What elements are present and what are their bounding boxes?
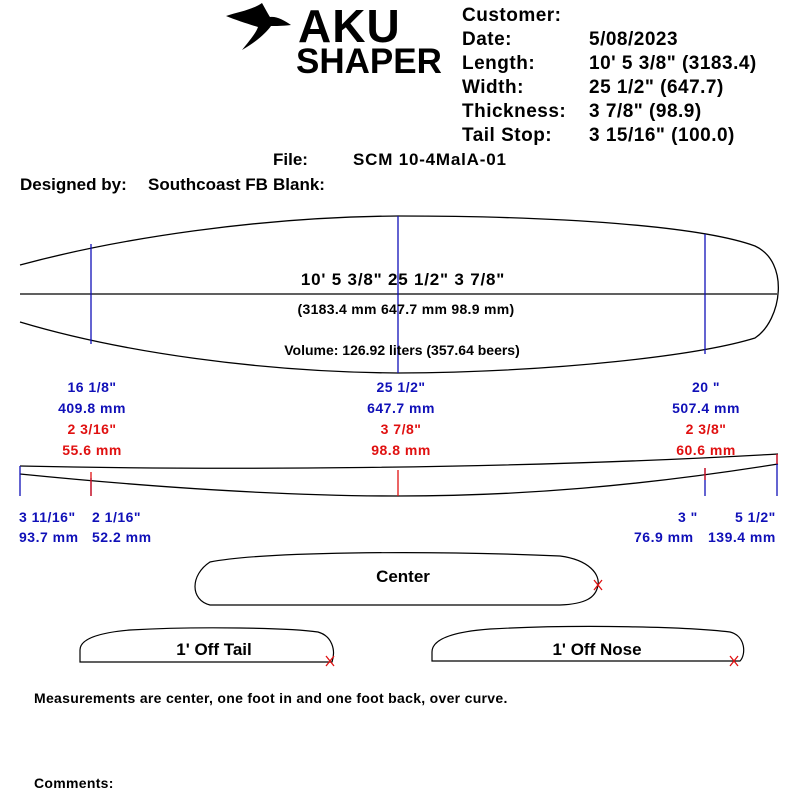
width-center-imperial: 25 1/2" xyxy=(376,379,426,395)
spec-value-length: 10' 5 3/8" (3183.4) xyxy=(589,53,757,74)
logo-text-aku: AKU xyxy=(298,0,401,52)
spec-value-date: 5/08/2023 xyxy=(589,29,679,50)
volume-label: Volume: 126.92 liters (357.64 beers) xyxy=(284,342,520,358)
rocker-tail-metric: 93.7 mm xyxy=(19,529,79,545)
thickness-tail-imperial: 2 3/16" xyxy=(67,421,117,437)
rocker-nose-metric: 139.4 mm xyxy=(708,529,776,545)
spec-label-width: Width: xyxy=(462,77,524,98)
comments-label: Comments: xyxy=(34,775,114,791)
rocker-tail-1ft-imperial: 2 1/16" xyxy=(92,509,142,525)
width-tail-imperial: 16 1/8" xyxy=(67,379,117,395)
spec-label-thickness: Thickness: xyxy=(462,101,567,122)
spec-label-length: Length: xyxy=(462,53,536,74)
file-value: SCM 10-4MalA-01 xyxy=(353,150,507,169)
designed-by-value: Southcoast FB xyxy=(148,175,268,194)
designed-by-label: Designed by: xyxy=(20,175,127,194)
spec-value-width: 25 1/2" (647.7) xyxy=(589,77,724,98)
thickness-tail-metric: 55.6 mm xyxy=(62,442,122,458)
rocker-nose-1ft-metric: 76.9 mm xyxy=(634,529,694,545)
width-nose-metric: 507.4 mm xyxy=(672,400,740,416)
thickness-nose-metric: 60.6 mm xyxy=(676,442,736,458)
section-off-tail-label: 1' Off Tail xyxy=(176,640,252,659)
section-off-nose-label: 1' Off Nose xyxy=(552,640,642,659)
section-center-label: Center xyxy=(376,567,430,586)
thickness-center-imperial: 3 7/8" xyxy=(380,421,422,437)
file-label: File: xyxy=(273,150,308,169)
thickness-center-metric: 98.8 mm xyxy=(371,442,431,458)
logo-text-shaper: SHAPER xyxy=(296,42,442,81)
width-center-metric: 647.7 mm xyxy=(367,400,435,416)
spec-label-date: Date: xyxy=(462,29,513,50)
rocker-nose-1ft-imperial: 3 " xyxy=(678,509,698,525)
width-tail-metric: 409.8 mm xyxy=(58,400,126,416)
dims-imperial: 10' 5 3/8" 25 1/2" 3 7/8" xyxy=(300,270,506,289)
rocker-nose-imperial: 5 1/2" xyxy=(735,509,776,525)
rocker-tail-imperial: 3 11/16" xyxy=(19,509,76,525)
thickness-nose-imperial: 2 3/8" xyxy=(685,421,727,437)
measurement-note: Measurements are center, one foot in and one foot back, over curve. xyxy=(34,690,508,706)
spec-label-tail-stop: Tail Stop: xyxy=(462,125,553,146)
blank-label: Blank: xyxy=(273,175,325,194)
spec-value-thickness: 3 7/8" (98.9) xyxy=(589,101,702,122)
spec-value-tail-stop: 3 15/16" (100.0) xyxy=(589,125,735,146)
bird-icon xyxy=(226,3,291,50)
spec-label-customer: Customer: xyxy=(462,5,562,26)
dims-metric: (3183.4 mm 647.7 mm 98.9 mm) xyxy=(297,301,515,317)
width-nose-imperial: 20 " xyxy=(691,379,721,395)
board-profile xyxy=(20,454,778,496)
rocker-tail-1ft-metric: 52.2 mm xyxy=(92,529,152,545)
